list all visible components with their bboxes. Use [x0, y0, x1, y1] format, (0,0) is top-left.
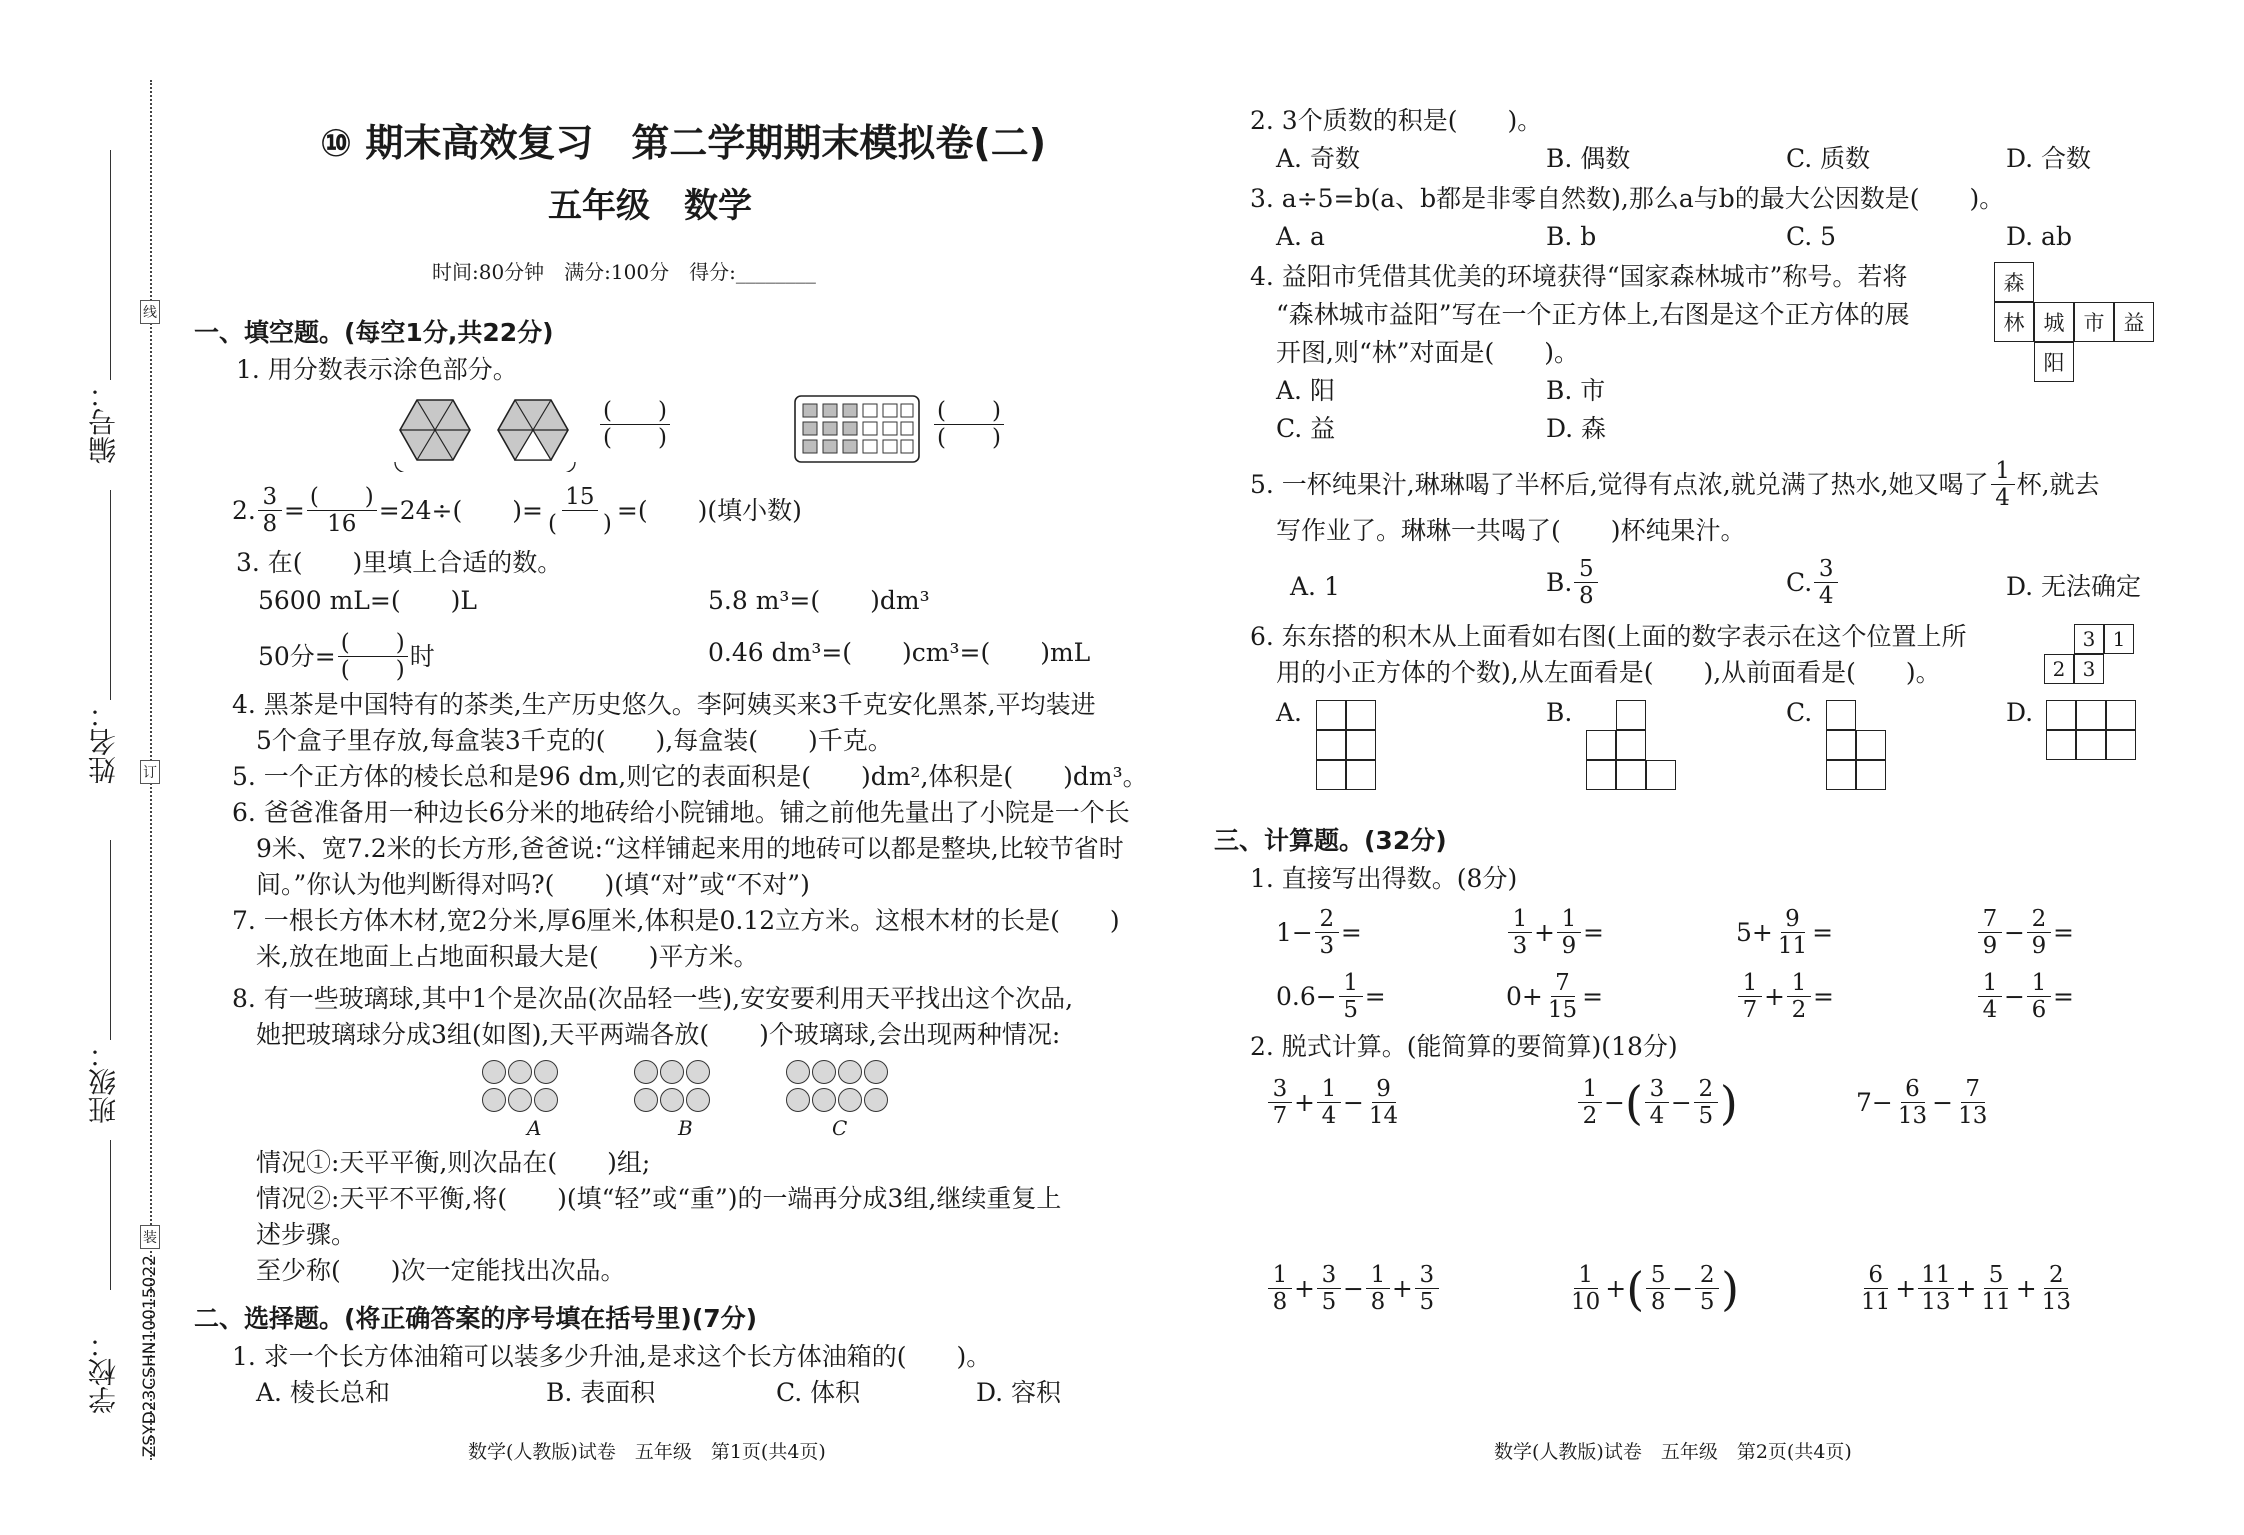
title-main: 期末高效复习 第二学期期末模拟卷(二) — [365, 121, 1047, 165]
p1-q8-case2: 情况②:天平不平衡,将( )(填“轻”或“重”)的一端再分成3组,继续重复上 — [256, 1184, 1062, 1213]
step-calc-2: $\frac{1}{2}$ − ( $\frac{3}{4}$ − $\frac{2}{5}$ ) — [1576, 1076, 1738, 1129]
p1-q8-case2-cont: 述步骤。 — [256, 1220, 357, 1249]
calc-r2-1: 0.6− $\frac{1}{5}$ = — [1276, 970, 1386, 1023]
p2-q5-line1: 5. 一杯纯果汁,琳琳喝了半杯后,觉得有点浓,就兑满了热水,她又喝了 $\frac{1}{4}$ 杯,就去 — [1250, 458, 2100, 511]
p2-q4-line2: “森林城市益阳”写在一个正方体上,右图是这个正方体的展 — [1276, 300, 1910, 329]
q2-frac-blank-16: $\frac{( )}{16}$ — [307, 484, 377, 537]
p1-q6-line1: 6. 爸爸准备用一种边长6分米的地砖给小院铺地。铺之前他先量出了小院是一个长 — [232, 798, 1130, 827]
part1-heading: 一、填空题。(每空1分,共22分) — [194, 318, 554, 347]
grid-figure — [793, 394, 923, 466]
p1-q4-line1: 4. 黑茶是中国特有的茶类,生产历史悠久。李阿姨买来3千克安化黑茶,平均装进 — [232, 690, 1096, 719]
p3-q2: 2. 脱式计算。(能简算的要简算)(18分) — [1250, 1032, 1678, 1061]
p3-q1: 1. 直接写出得数。(8分) — [1250, 864, 1518, 893]
p2-q5-line2: 写作业了。琳琳一共喝了( )杯纯果汁。 — [1276, 516, 1746, 545]
calc-r1-3: 5+ $\frac{9}{11}$ = — [1736, 906, 1834, 959]
p2-q5-opt-c: C. $\frac{3}{4}$ — [1786, 556, 1840, 609]
p2-q6-opt-c: C. — [1786, 698, 1813, 727]
step-calc-4: $\frac{1}{8}$ + $\frac{3}{5}$ − $\frac{1}{8}$ + $\frac{3}{5}$ — [1266, 1262, 1441, 1315]
tag-cover: 装 — [140, 1225, 160, 1249]
p2-q6-line2: 用的小正方体的个数),从左面看是( ),从前面看是( )。 — [1276, 658, 1941, 687]
top-cell-1: 1 — [2104, 624, 2134, 654]
top-cell-3b: 3 — [2074, 654, 2104, 684]
net-cell-yi: 益 — [2114, 302, 2154, 342]
p1-q3-d: 0.46 dm³=( )cm³=( )mL — [708, 638, 1091, 667]
ball-label-a: A — [527, 1116, 542, 1140]
p1-q1-answer-frac-2: $\frac{( )}{( )}$ — [932, 398, 1006, 451]
p1-q3: 3. 在( )里填上合适的数。 — [236, 548, 563, 577]
hexagon-figure — [385, 392, 585, 472]
exam-info: 时间:80分钟 满分:100分 得分:________ — [432, 260, 816, 284]
p1-q8-case3: 至少称( )次一定能找出次品。 — [256, 1256, 626, 1285]
number-line — [110, 150, 111, 380]
tag-bind: 订 — [140, 760, 160, 784]
p2-q6-line1: 6. 东东搭的积木从上面看如右图(上面的数字表示在这个位置上所 — [1250, 622, 1967, 651]
calc-r1-1: 1− $\frac{2}{3}$ = — [1276, 906, 1362, 959]
p2-q3-opt-c: C. 5 — [1786, 222, 1837, 251]
p2-q2-opt-a: A. 奇数 — [1276, 144, 1360, 173]
net-cell-shi: 市 — [2074, 302, 2114, 342]
tag-line: 线 — [140, 300, 160, 324]
p2-q3: 3. a÷5=b(a、b都是非零自然数),那么a与b的最大公因数是( )。 — [1250, 184, 2005, 213]
q2-frac-15-blank: $\frac{15}{( )}$ — [547, 484, 612, 537]
p2-q4-opt-c: C. 益 — [1276, 414, 1336, 443]
calc-r2-3: $\frac{1}{7}$ + $\frac{1}{2}$ = — [1736, 970, 1834, 1023]
p2-q1-opt-c: C. 体积 — [776, 1378, 861, 1407]
document-code: ZSYD23CSHN10015022 — [140, 1255, 160, 1458]
top-cell-2: 2 — [2044, 654, 2074, 684]
net-cell-yang: 阳 — [2034, 342, 2074, 382]
label-class: 班级： — [87, 1040, 120, 1124]
footer-left: 数学(人教版)试卷 五年级 第1页(共4页) — [468, 1441, 826, 1463]
q2-frac-3-8: $\frac{3}{8}$ — [258, 484, 282, 537]
p1-q6-line2: 9米、宽7.2米的长方形,爸爸说:“这样铺起来用的地砖可以都是整块,比较节省时 — [256, 834, 1124, 863]
class-line — [110, 840, 111, 1040]
title-badge: ⑩ — [320, 121, 353, 165]
p1-q3-c: 50分= $\frac{( )}{( )}$ 时 — [258, 630, 435, 683]
p2-q4-opt-d: D. 森 — [1546, 414, 1607, 443]
label-name: 姓名： — [87, 700, 120, 784]
step-calc-1: $\frac{3}{7}$ + $\frac{1}{4}$ − $\frac{9}{14}$ — [1266, 1076, 1403, 1129]
p2-q4-opt-a: A. 阳 — [1276, 376, 1335, 405]
net-cell-sen: 森 — [1994, 262, 2034, 302]
calc-r2-4: $\frac{1}{4}$ − $\frac{1}{6}$ = — [1976, 970, 2074, 1023]
p1-q7-line2: 米,放在地面上占地面积最大是( )平方米。 — [256, 942, 759, 971]
part2-heading: 二、选择题。(将正确答案的序号填在括号里)(7分) — [194, 1304, 758, 1333]
ball-label-c: C — [832, 1116, 848, 1140]
p2-q5-opt-d: D. 无法确定 — [2006, 572, 2142, 601]
p2-q6-opt-b: B. — [1546, 698, 1573, 727]
p2-q5-opt-b: B. $\frac{5}{8}$ — [1546, 556, 1600, 609]
p2-q1: 1. 求一个长方体油箱可以装多少升油,是求这个长方体油箱的( )。 — [232, 1342, 992, 1371]
p2-q3-opt-d: D. ab — [2006, 222, 2072, 251]
p1-q8-case1: 情况①:天平平衡,则次品在( )组; — [256, 1148, 651, 1177]
p2-q2-opt-b: B. 偶数 — [1546, 144, 1631, 173]
calc-r1-2: $\frac{1}{3}$ + $\frac{1}{9}$ = — [1506, 906, 1604, 959]
hexagon-2 — [498, 400, 568, 460]
calc-r2-2: 0+ $\frac{7}{15}$ = — [1506, 970, 1604, 1023]
p1-q4-line2: 5个盒子里存放,每盒装3千克的( ),每盒装( )千克。 — [256, 726, 893, 755]
label-school: 学校： — [87, 1330, 120, 1414]
p2-q2-opt-d: D. 合数 — [2006, 144, 2092, 173]
p2-q4-opt-b: B. 市 — [1546, 376, 1606, 405]
p1-q5: 5. 一个正方体的棱长总和是96 dm,则它的表面积是( )dm²,体积是( )dm³。 — [232, 762, 1148, 791]
school-line — [110, 1140, 111, 1290]
p2-q4-line1: 4. 益阳市凭借其优美的环境获得“国家森林城市”称号。若将 — [1250, 262, 1908, 291]
step-calc-3: 7− $\frac{6}{13}$ − $\frac{7}{13}$ — [1856, 1076, 1988, 1129]
footer-right: 数学(人教版)试卷 五年级 第2页(共4页) — [1494, 1441, 1852, 1463]
step-calc-5: $\frac{1}{10}$ + ( $\frac{5}{8}$ − $\frac{2}{5}$ ) — [1571, 1261, 1740, 1316]
p2-q1-opt-b: B. 表面积 — [546, 1378, 656, 1407]
top-cell-3: 3 — [2074, 624, 2104, 654]
p2-q2: 2. 3个质数的积是( )。 — [1250, 106, 1543, 135]
p1-q2: 2. $\frac{3}{8}$ = $\frac{( )}{16}$ =24÷( )= $\frac{15}{( )}$ =( )(填小数) — [232, 484, 802, 537]
p2-q5-opt-a: A. 1 — [1290, 572, 1340, 601]
p1-q7-line1: 7. 一根长方体木材,宽2分米,厚6厘米,体积是0.12立方米。这根木材的长是( ) — [232, 906, 1120, 935]
p2-q4-line3: 开图,则“林”对面是( )。 — [1276, 338, 1580, 367]
p2-q6-opt-d: D. — [2006, 698, 2034, 727]
p2-q1-opt-d: D. 容积 — [976, 1378, 1062, 1407]
label-number: 编号： — [87, 380, 120, 464]
p1-q3-a: 5600 mL=( )L — [258, 586, 477, 615]
net-cell-cheng: 城 — [2034, 302, 2074, 342]
p1-q6-line3: 间。”你认为他判断得对吗?( )(填“对”或“不对”) — [256, 870, 810, 899]
p1-q8-line2: 她把玻璃球分成3组(如图),天平两端各放( )个玻璃球,会出现两种情况: — [256, 1020, 1061, 1049]
p1-q8-line1: 8. 有一些玻璃球,其中1个是次品(次品轻一些),安安要利用天平找出这个次品, — [232, 984, 1074, 1013]
hexagon-1 — [400, 400, 470, 460]
p2-q3-opt-a: A. a — [1276, 222, 1325, 251]
exam-subtitle: 五年级 数学 — [548, 186, 752, 226]
p2-q6-opt-a: A. — [1276, 698, 1303, 727]
p2-q3-opt-b: B. b — [1546, 222, 1597, 251]
name-line — [110, 490, 111, 700]
p2-q2-opt-c: C. 质数 — [1786, 144, 1871, 173]
part3-heading: 三、计算题。(32分) — [1214, 826, 1447, 855]
p1-q3-b: 5.8 m³=( )dm³ — [708, 586, 930, 615]
p2-q1-opt-a: A. 棱长总和 — [256, 1378, 390, 1407]
p1-q1-answer-frac-1: $\frac{( )}{( )}$ — [598, 398, 672, 451]
net-cell-lin: 林 — [1994, 302, 2034, 342]
calc-r1-4: $\frac{7}{9}$ − $\frac{2}{9}$ = — [1976, 906, 2074, 959]
exam-title — [320, 112, 1046, 167]
p1-q1: 1. 用分数表示涂色部分。 — [236, 355, 518, 384]
step-calc-6: $\frac{6}{11}$ + $\frac{11}{13}$ + $\frac{5}{11}$ + $\frac{2}{13}$ — [1861, 1262, 2071, 1315]
ball-label-b: B — [678, 1116, 693, 1140]
